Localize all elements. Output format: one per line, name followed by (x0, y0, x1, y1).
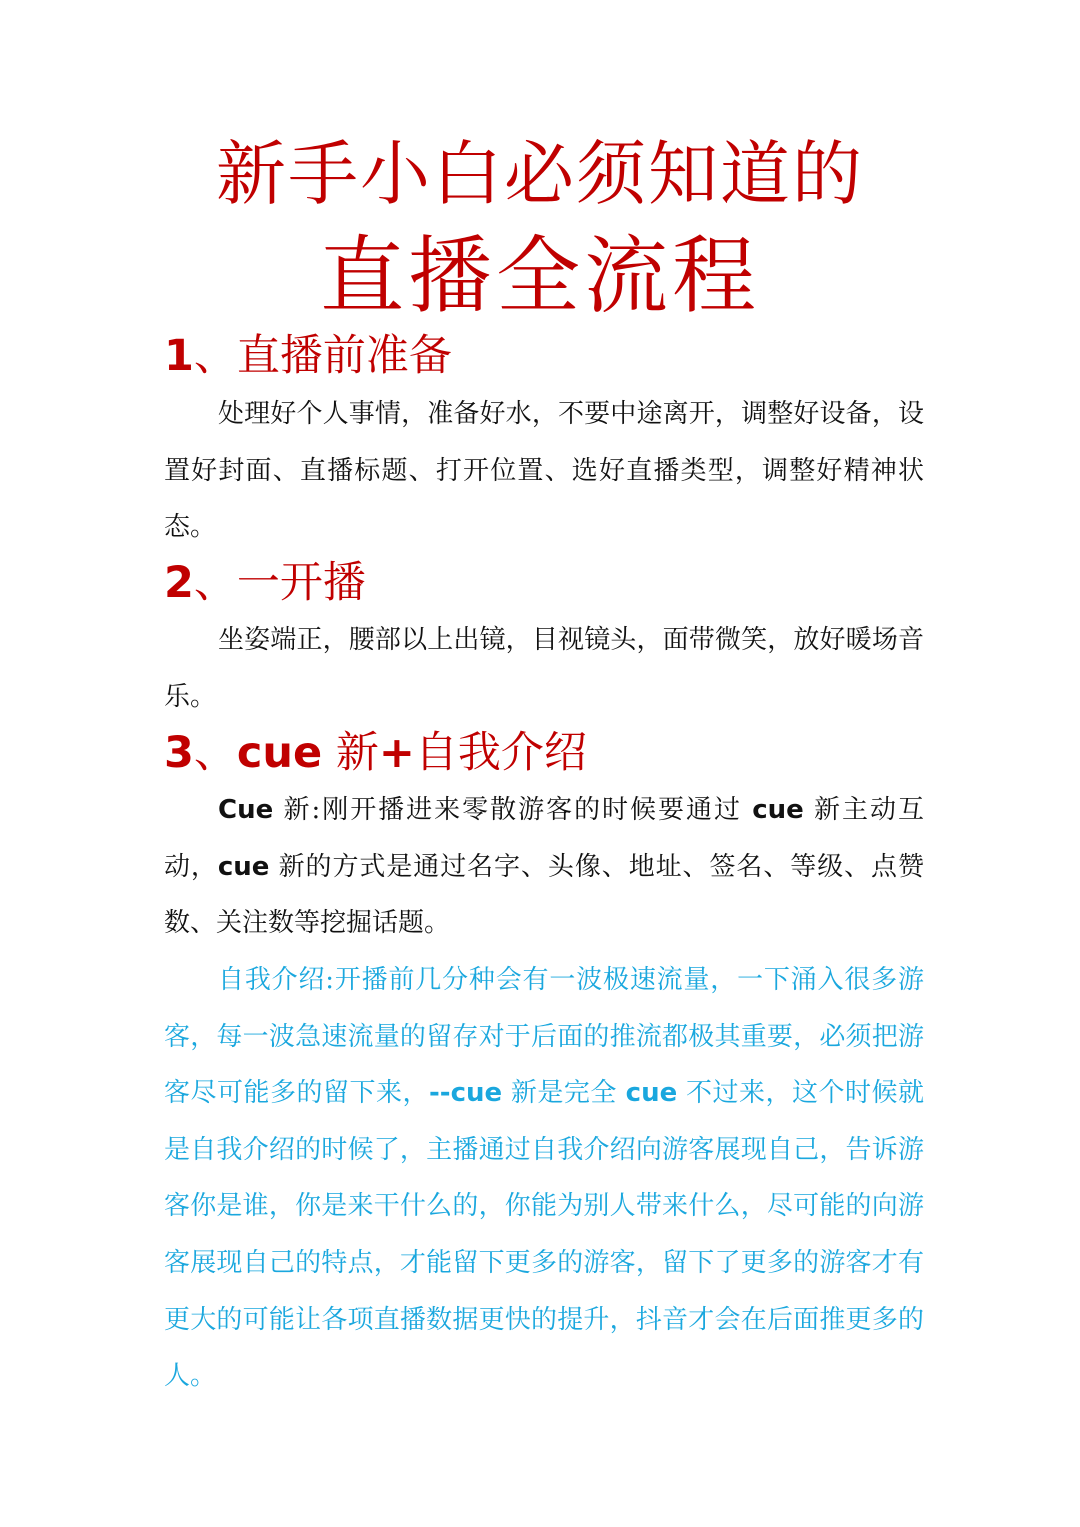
section-2-separator: 、 (193, 558, 237, 608)
intro-text-3: 不过来，这个时候就是自我介绍的时候了，主播通过自我介绍向游客展现自己，告诉游客你是谁，你是来干什么的，你能为别人带来什么，尽可能的向游客展现自己的特点，才能留下更多的游客，留下了更多的游客才有更大的可能让各项直播数据更快的提升，抖音才会在后面推更多的人。 (164, 1078, 924, 1392)
section-3-number: 3 (164, 728, 194, 778)
section-3-cue-paragraph (164, 782, 924, 952)
section-3-title-rest: 自我介绍 (414, 728, 587, 778)
section-2-number: 2 (164, 558, 194, 608)
cue-text-2: 新主动互动， (164, 795, 924, 882)
section-3-heading (164, 725, 587, 781)
section-3-separator: 、 (193, 728, 237, 778)
section-3-cue: cue (236, 728, 323, 778)
section-1-heading (164, 328, 452, 384)
intro-dash-cue: --cue (429, 1078, 503, 1109)
intro-text-1: 自我介绍:开播前几分种会有一波极速流量，一下涌入很多游客，每一波急速流量的留存对于后面的推流都极其重要，必须把游客尽可能多的留下来， (164, 965, 924, 1109)
section-3-intro-paragraph (164, 952, 924, 1405)
intro-cue-word: cue (625, 1078, 678, 1109)
section-1-separator: 、 (193, 331, 237, 381)
section-3-xin: 新 (322, 728, 379, 778)
cue-word-2: cue (217, 851, 270, 882)
section-3-plus: + (378, 728, 415, 778)
section-1-number: 1 (164, 331, 194, 381)
section-2-body: 坐姿端正，腰部以上出镜，目视镜头，面带微笑，放好暖场音乐。 (164, 625, 924, 712)
section-2-heading (164, 555, 366, 611)
intro-text-2: 新是完全 (502, 1078, 626, 1109)
title-line-1: 新手小白必须知道的 (216, 133, 864, 215)
cue-lead: Cue (218, 795, 274, 825)
section-1-title: 直播前准备 (236, 331, 452, 381)
cue-text-3: 新的方式是通过名字、头像、地址、签名、等级、点赞数、关注数等挖掘话题。 (164, 851, 924, 939)
title-line-2: 直播全流程 (319, 227, 760, 325)
section-1-body: 处理好个人事情，准备好水，不要中途离开，调整好设备，设置好封面、直播标题、打开位置、选好直播类型，调整好精神状态。 (164, 399, 924, 543)
section-2-title: 一开播 (236, 558, 366, 608)
cue-text-1: 新:刚开播进来零散游客的时候要通过 (273, 795, 753, 825)
cue-word-1: cue (752, 795, 804, 825)
